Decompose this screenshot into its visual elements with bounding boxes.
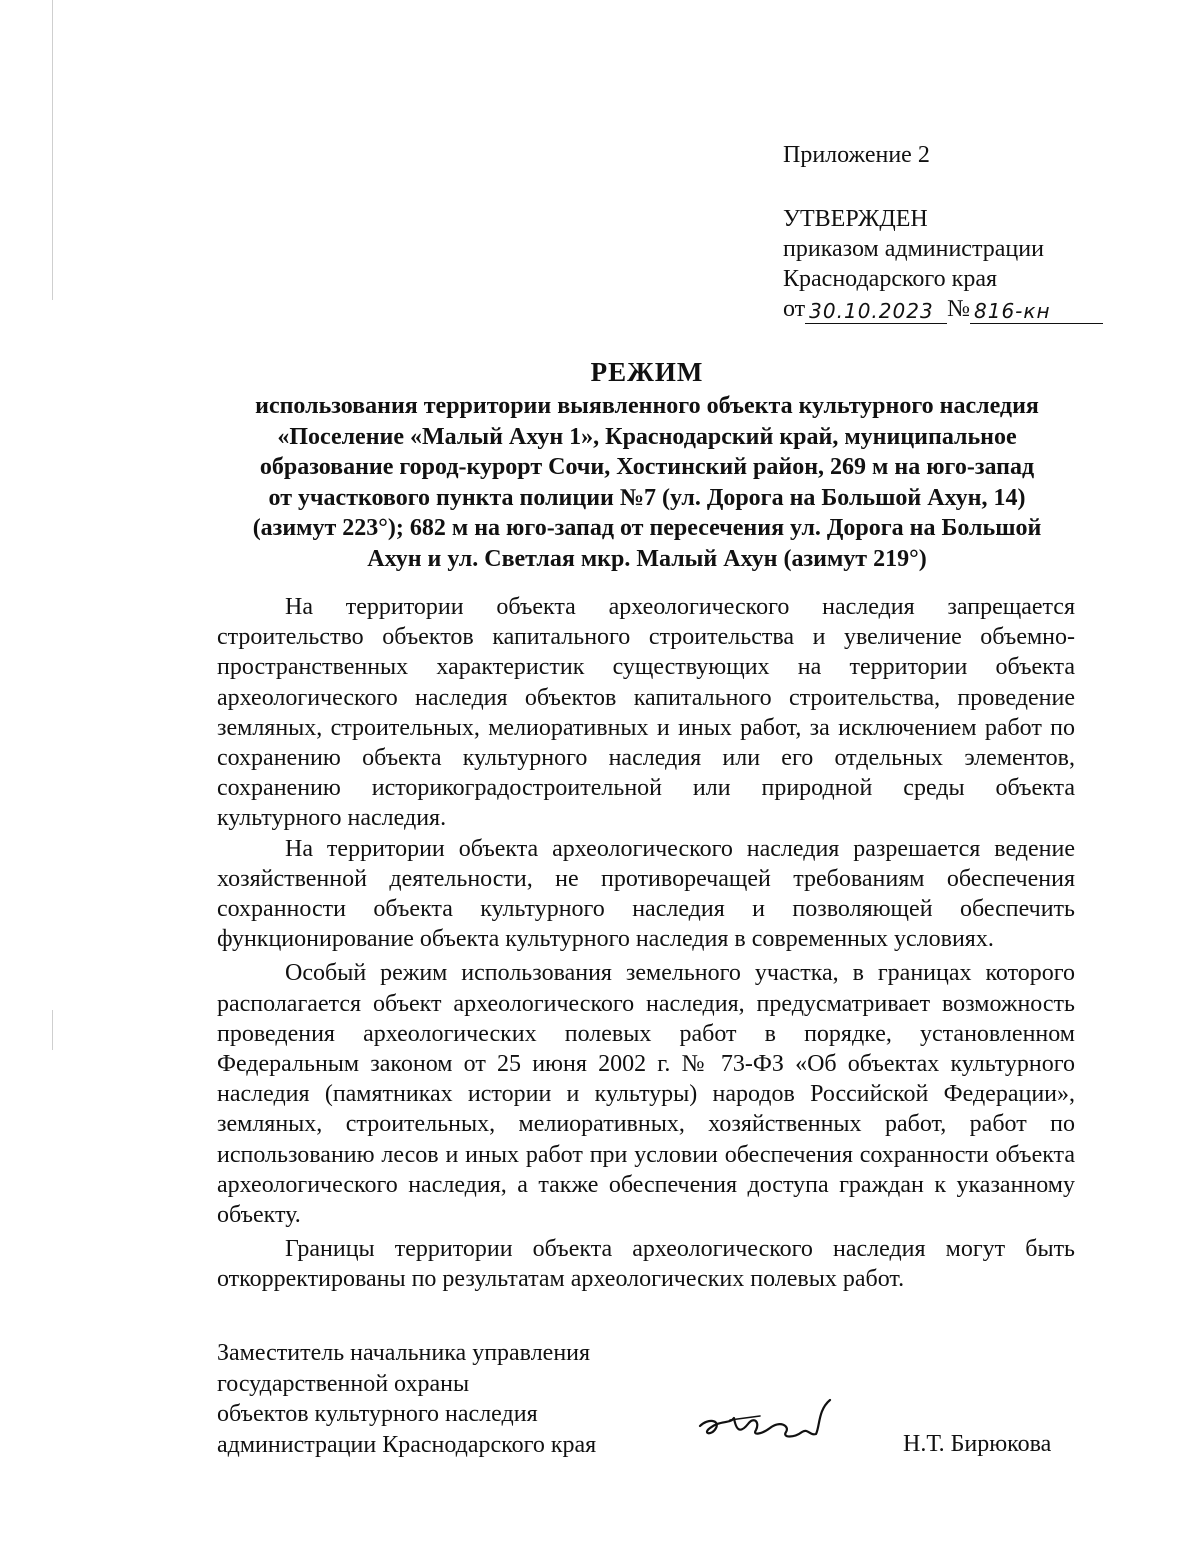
position-line: Заместитель начальника управления — [217, 1340, 591, 1366]
subtitle-line: использования территории выявленного объекта культурного наследия — [255, 393, 1039, 419]
subtitle-line: от участкового пункта полиции №7 (ул. Дорога на Большой Ахун, 14) — [268, 484, 1026, 511]
position-line: государственной охраны — [217, 1370, 470, 1397]
number-prefix: № — [947, 296, 970, 322]
scan-edge-line — [52, 0, 53, 300]
subtitle-line: (азимут 223°); 682 м на юго-запад от пересечения ул. Дорога на Большой — [252, 515, 1042, 541]
scan-edge-line — [52, 1010, 53, 1050]
body-paragraph: На территории объекта археологического наследия запрещается строительство объектов капитального строительства и увеличение объемно-пространственных характеристик существующих на территории объекта археологического наследия объектов капитального строительства, проведение земляных, строительных, мелиоративных и иных работ, за исключением работ по сохранению объекта культурного наследия или его отдельных элементов, сохранению историкоградостроительной или природной среды объекта культурного наследия. — [217, 594, 1075, 832]
signatory-position — [217, 1338, 596, 1460]
document-heading — [218, 355, 1076, 574]
handwritten-date: 30.10.2023 — [805, 299, 947, 324]
handwritten-signature — [690, 1390, 860, 1460]
body-paragraph: На территории объекта археологического наследия разрешается ведение хозяйственной деятельности, не противоречащей требованиям обеспечения сохранности объекта культурного наследия и позволяющей обеспечить функционирование объекта культурного наследия в современных условиях. — [217, 835, 1075, 953]
subtitle-line: образование город-курорт Сочи, Хостинский район, 269 м на юго-запад — [259, 454, 1035, 480]
approved-label: УТВЕРЖДЕН — [783, 206, 928, 232]
handwritten-number: 816-кн — [970, 299, 1103, 324]
signatory-name: Н.Т. Бирюкова — [903, 1431, 1052, 1457]
approval-stamp — [783, 204, 1103, 324]
document-title: РЕЖИМ — [590, 357, 704, 387]
position-line: администрации Краснодарского края — [217, 1431, 597, 1458]
date-prefix: от — [783, 296, 806, 322]
body-paragraph: Особый режим использования земельного участка, в границах которого располагается объект археологического наследия, предусматривает возможность проведения археологических полевых работ в порядке, установленном Федеральным законом от 25 июня 2002 г. № 73-ФЗ «Об объектах культурного наследия (памятниках истории и культуры) народов Российской Федерации», земляных, строительных, мелиоративных, хозяйственных работ, работ по использованию лесов и иных работ при условии обеспечения сохранности объекта археологического наследия, а также обеспечения доступа граждан к указанному объекту. — [217, 960, 1075, 1229]
order-line: приказом администрации — [783, 236, 1044, 262]
subtitle-line: Ахун и ул. Светлая мкр. Малый Ахун (азимут 219°) — [367, 545, 927, 572]
subtitle-line: «Поселение «Малый Ахун 1», Краснодарский край, муниципальное — [277, 423, 1017, 450]
body-paragraph: Границы территории объекта археологического наследия могут быть откорректированы по результатам археологических полевых работ. — [217, 1236, 1075, 1293]
document-subtitle — [218, 391, 1076, 574]
position-line: объектов культурного наследия — [217, 1401, 538, 1427]
document-body — [217, 592, 1075, 1295]
order-date-number — [783, 294, 1103, 324]
order-line: Краснодарского края — [783, 266, 998, 292]
appendix-label: Приложение 2 — [783, 142, 930, 168]
